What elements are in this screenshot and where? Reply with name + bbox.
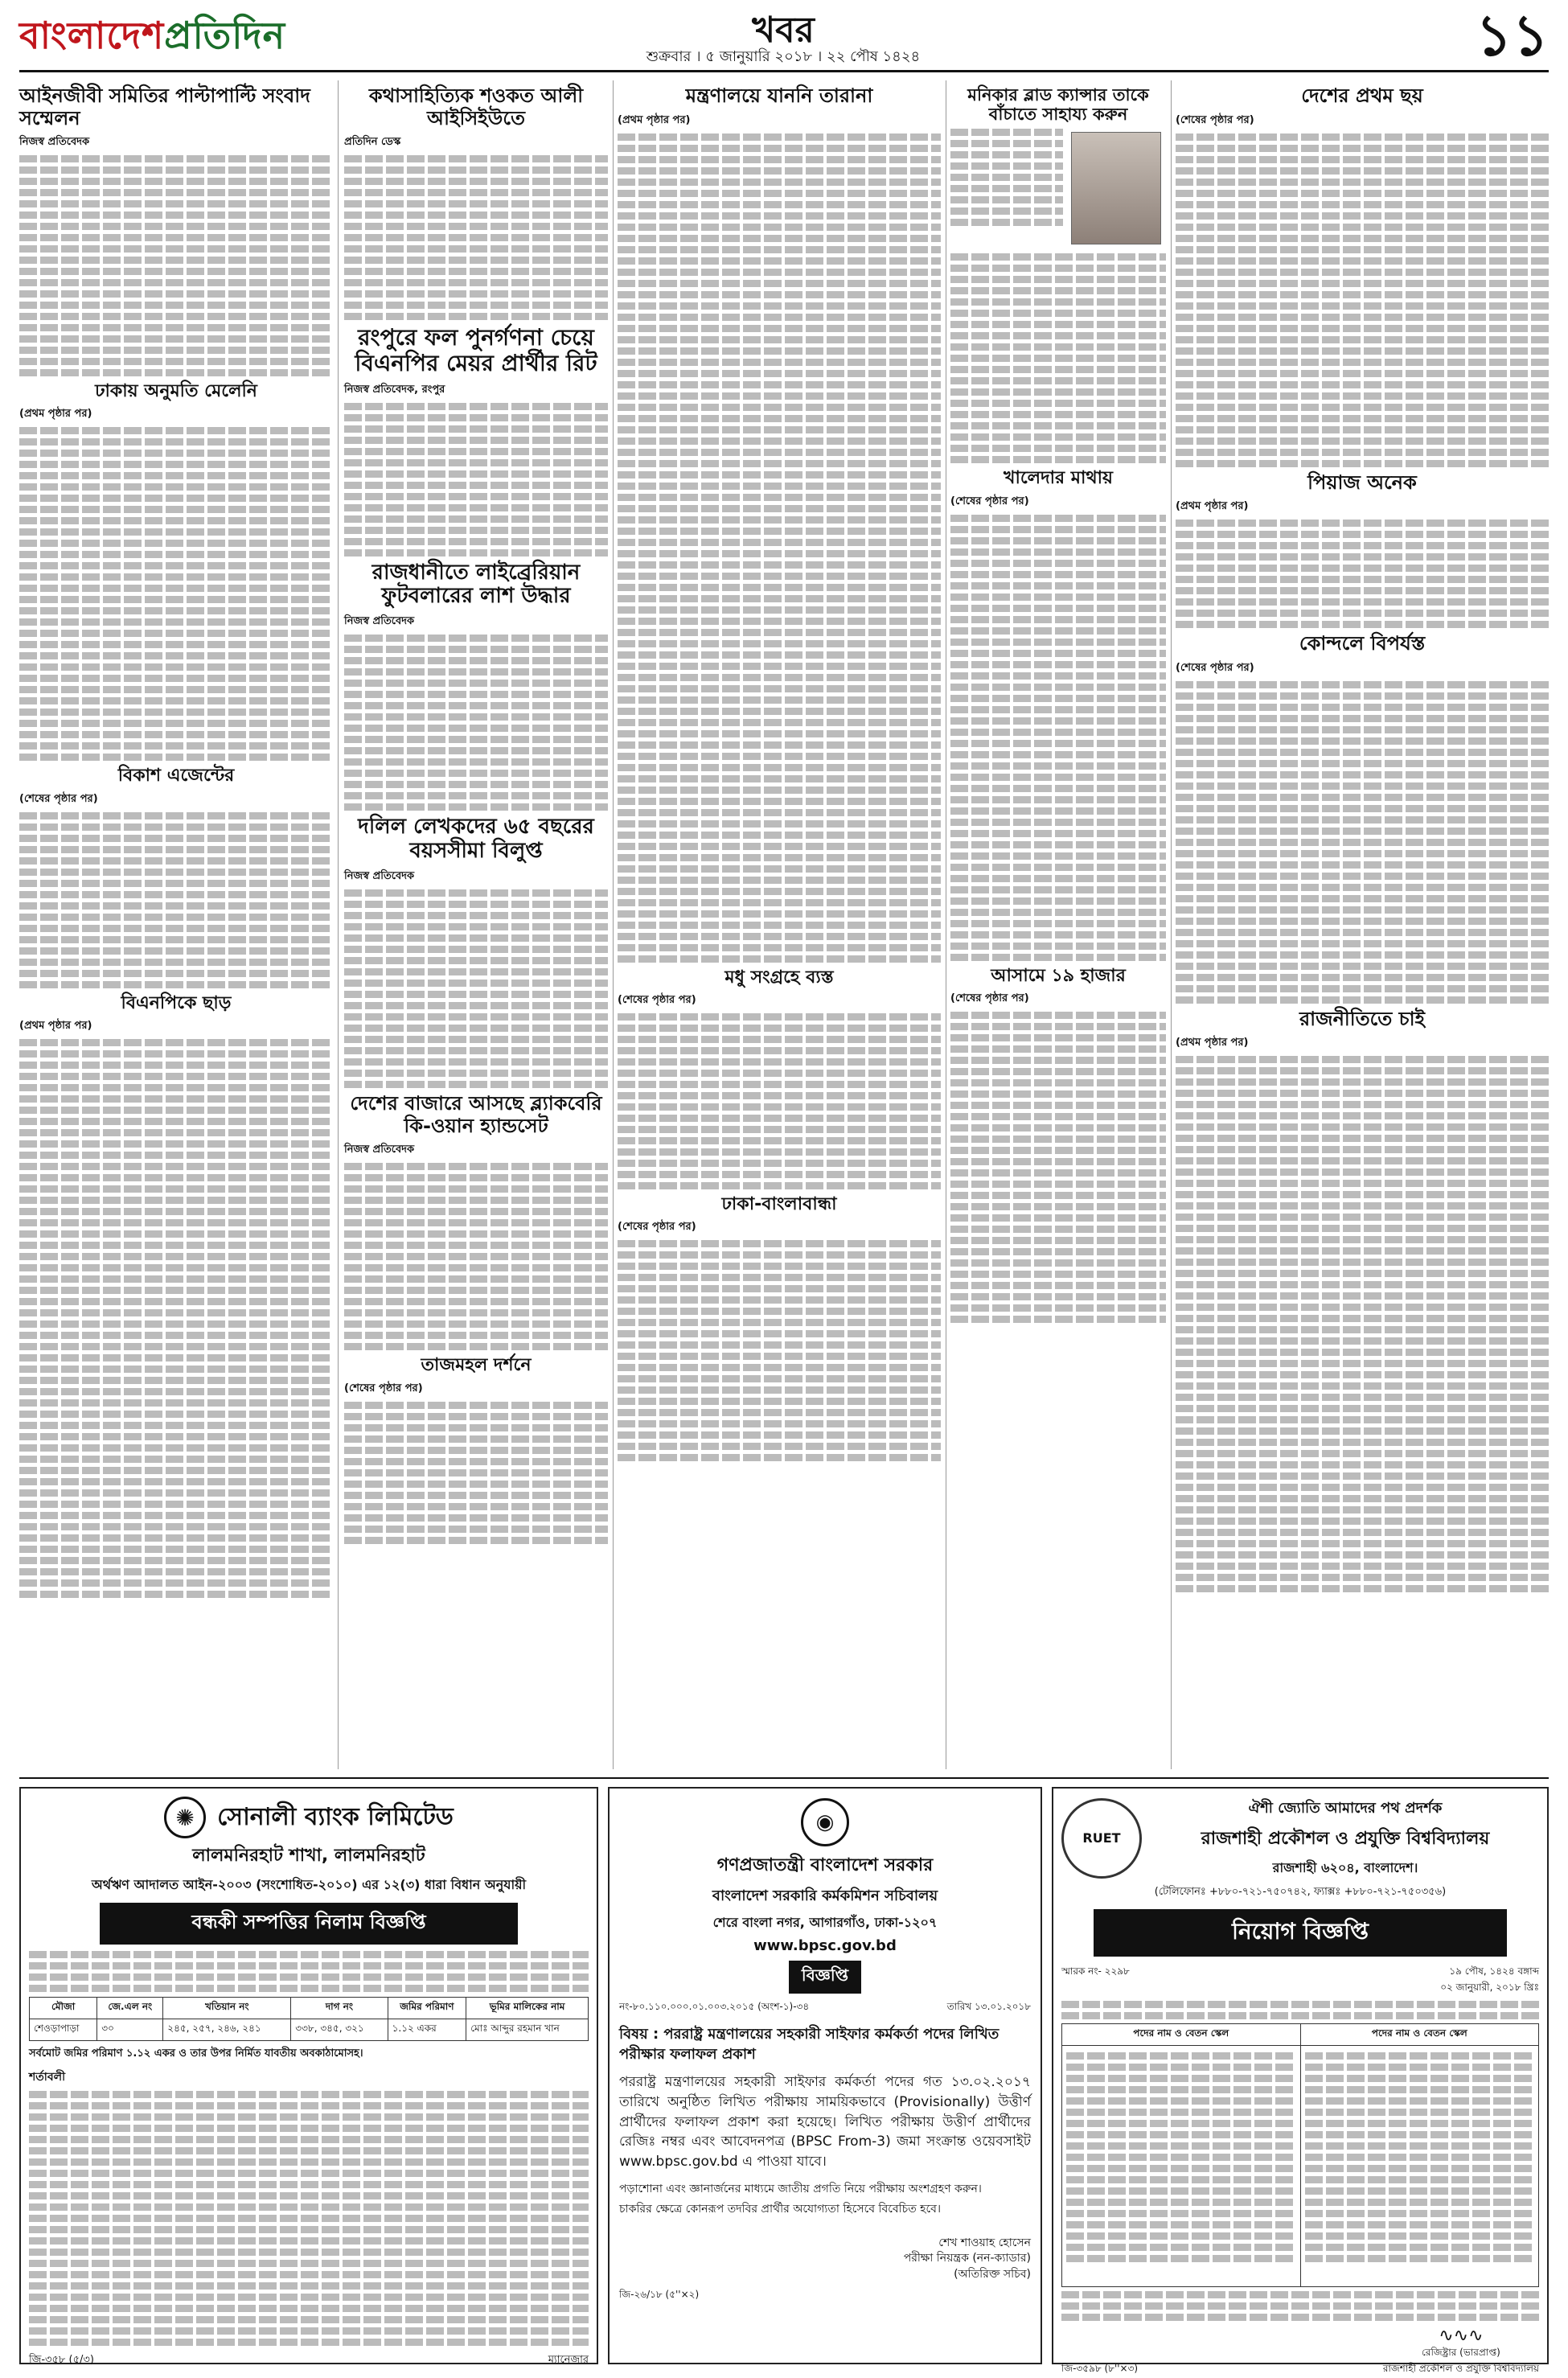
table-row: শেওড়াপাড়া ৩০ ২৪৫, ২৫৭, ২৪৬, ২৪১ ৩৩৮, ৩৪৫, ৩২১ ১.১২ একর মোঃ আব্দুর রহমান খান: [30, 2019, 589, 2041]
column-rule: [1171, 80, 1172, 1769]
ad-code: জি-২৬/১৮ (৫''×২): [619, 2288, 700, 2300]
law-reference: অর্থঋণ আদালত আইন-২০০৩ (সংশোধিত-২০১০) এর ১২(৩) ধারা বিধান অনুযায়ী: [91, 1877, 527, 1892]
headline[interactable]: ঢাকা-বাংলাবান্ধা: [721, 1193, 837, 1214]
article-body: [618, 1240, 941, 1461]
article-body: [19, 1039, 333, 1598]
logo-part-2: প্রতিদিন: [164, 14, 286, 57]
university-city: রাজশাহী ৬২০৪, বাংলাদেশ।: [1272, 1860, 1418, 1875]
byline: নিজস্ব প্রতিবেদক, রংপুর: [344, 383, 445, 396]
article-body: [344, 155, 608, 320]
date-english: ০২ জানুয়ারী, ২০১৮ খ্রিঃ: [1440, 1982, 1539, 1993]
signature-title: ম্যানেজার: [548, 2354, 589, 2366]
signature-block: ∿∿∿ রেজিষ্ট্রার (ভারপ্রাপ্ত) রাজশাহী প্রকৌশল ও প্রযুক্তি বিশ্ববিদ্যালয়: [1382, 2326, 1539, 2374]
auction-notice-title: বন্ধকী সম্পত্তির নিলাম বিজ্ঞপ্তি: [100, 1903, 518, 1945]
headline[interactable]: খালেদার মাথায়: [1004, 468, 1113, 489]
article-body: [344, 403, 608, 557]
dateline: শুক্রবার । ৫ জানুয়ারি ২০১৮ । ২২ পৌষ ১৪২৪: [646, 48, 921, 65]
notice-label: বিজ্ঞপ্তি: [789, 1961, 861, 1994]
ad-code: জি-৩৫৮ (৫/৩): [29, 2354, 94, 2366]
headline[interactable]: রাজনীতিতে চাই: [1299, 1007, 1426, 1030]
byline: (প্রথম পৃষ্ঠার পর): [618, 113, 691, 126]
note-2: চাকরির ক্ষেত্রে কোনরূপ তদবির প্রার্থীর অযোগ্যতা হিসেবে বিবেচিত হবে।: [619, 2203, 941, 2216]
headline[interactable]: ঢাকায় অনুমতি মেলেনি: [95, 381, 257, 402]
byline: (শেষের পৃষ্ঠার পর): [19, 792, 98, 805]
headline[interactable]: তাজমহল দর্শনে: [421, 1355, 532, 1376]
byline: (প্রথম পৃষ্ঠার পর): [19, 1020, 92, 1033]
branch-name: লালমনিরহাট শাখা, লালমনিরহাট: [192, 1846, 425, 1866]
subject: বিষয় : পররাষ্ট্র মন্ত্রণালয়ের সহকারী সাইফার কর্মকর্তা পদের লিখিত পরীক্ষার ফলাফল প্রকাশ: [619, 2026, 999, 2064]
article-body: [344, 1402, 608, 1544]
article-body: [19, 427, 333, 761]
note-1: পড়াশোনা এবং জ্ঞানার্জনের মাধ্যমে জাতীয় প্রগতি নিয়ে পরীক্ষায় অংশগ্রহণ করুন।: [619, 2182, 982, 2195]
ads-divider: [19, 1777, 1549, 1779]
portrait-photo: [1071, 132, 1161, 244]
conditions-heading: শর্তাবলী: [29, 2071, 66, 2084]
signature-scribble: ∿∿∿: [1439, 2326, 1484, 2346]
website-link[interactable]: www.bpsc.gov.bd: [753, 1937, 897, 1954]
page-number: ১১: [1476, 2, 1549, 68]
headline[interactable]: মধু সংগ্রহে ব্যস্ত: [724, 967, 834, 988]
article-body: [950, 1012, 1166, 1323]
article-body: [19, 812, 333, 988]
motto: ঐশী জ্যোতি আমাদের পথ প্রদর্শক: [1248, 1800, 1443, 1817]
byline: (শেষের পৃষ্ঠার পর): [618, 1221, 696, 1234]
article-body: [950, 515, 1166, 961]
column-3: [618, 80, 941, 1769]
article-body: [1176, 1056, 1549, 1592]
article-body: [618, 1013, 941, 1189]
sonali-bank-ad: [19, 1787, 598, 2364]
article-body: [950, 253, 1166, 463]
column-4: [950, 80, 1166, 1769]
article-body: [344, 889, 608, 1088]
headline[interactable]: রাজধানীতে লাইব্রেরিয়ান ফুটবলারের লাশ উদ্ধার: [371, 560, 581, 609]
date-bangla: ১৯ পৌষ, ১৪২৪ বঙ্গাব্দ: [1449, 1965, 1539, 1977]
property-table: মৌজা জে.এল নং খতিয়ান নং দাগ নং জমির পরিমাণ ভূমির মালিকের নাম শেওড়াপাড়া ৩০ ২৪৫, ২৫৭, ২৪৬, ২৪১ ৩৩৮, ৩৪৫, ৩২১ ১.১২ একর মোঃ আব্দুর রহমান খান: [29, 1997, 589, 2041]
sun-logo-icon: ✺: [164, 1797, 206, 1838]
byline: (প্রথম পৃষ্ঠার পর): [19, 408, 92, 421]
byline: (শেষের পৃষ্ঠার পর): [1176, 113, 1254, 126]
ruet-logo: RUET: [1061, 1798, 1142, 1879]
masthead: [19, 0, 1549, 72]
byline: (শেষের পৃষ্ঠার পর): [950, 495, 1029, 507]
headline[interactable]: রংপুরে ফল পুনর্গণনা চেয়ে বিএনপির মেয়র প্রার্থীর রিট: [355, 324, 597, 377]
signer-title: পরীক্ষা নিয়ন্ত্রক (নন-ক্যাডার): [903, 2252, 1031, 2265]
office-address: শেরে বাংলা নগর, আগারগাঁও, ঢাকা-১২০৭: [712, 1915, 938, 1930]
positions-table: পদের নাম ও বেতন স্কেল পদের নাম ও বেতন স্কেল: [1061, 2023, 1539, 2287]
article-body: [618, 133, 941, 963]
table-row: [1062, 2046, 1539, 2287]
appeal-block: [950, 129, 1166, 249]
byline: প্রতিদিন ডেস্ক: [344, 136, 401, 149]
byline: (শেষের পৃষ্ঠার পর): [618, 993, 696, 1006]
signer-role: (অতিরিক্ত সচিব): [954, 2267, 1031, 2281]
byline: (প্রথম পৃষ্ঠার পর): [1176, 1037, 1249, 1049]
headline[interactable]: কথাসাহিত্যিক শওকত আলী আইসিইউতে: [368, 84, 584, 129]
article-body: [19, 155, 333, 376]
notice-body: পররাষ্ট্র মন্ত্রণালয়ের সহকারী সাইফার কর্মকর্তা পদের গত ১৩.০২.২০১৭ তারিখে অনুষ্ঠিত লিখিত পরীক্ষায় সাময়িকভাবে (Provisionally) উত্তীর্ণ প্রার্থীদের ফলাফল প্রকাশ করা হয়েছে। লিখিত পরীক্ষায় উত্তীর্ণ প্রার্থীদের রেজিঃ নম্বর এবং আবেদনপত্র (BPSC From-3) জমা সংক্রান্ত ওয়েবসাইট www.bpsc.gov.bd এ পাওয়া যাবে।: [619, 2074, 1031, 2170]
column-rule: [338, 80, 339, 1769]
byline: নিজস্ব প্রতিবেদক: [19, 136, 90, 149]
headline[interactable]: মন্ত্রণালয়ে যাননি তারানা: [685, 84, 873, 107]
university-name: রাজশাহী প্রকৌশল ও প্রযুক্তি বিশ্ববিদ্যালয়: [1201, 1829, 1490, 1849]
headline[interactable]: আসামে ১৯ হাজার: [991, 965, 1126, 986]
byline: (প্রথম পৃষ্ঠার পর): [1176, 500, 1249, 513]
government-name: গণপ্রজাতন্ত্রী বাংলাদেশ সরকার: [716, 1855, 934, 1875]
headline[interactable]: মনিকার ব্লাড ক্যান্সার তাকে বাঁচাতে সাহায্য করুন: [967, 85, 1149, 125]
ruet-ad: [1052, 1787, 1549, 2374]
article-body: [1176, 681, 1549, 1004]
ad-code: জি-৩৫৯৮ (৮''×৩): [1061, 2363, 1139, 2374]
headline[interactable]: দলিল লেখকদের ৬৫ বছরের বয়সসীমা বিলুপ্ত: [358, 815, 594, 864]
byline: নিজস্ব প্রতিবেদক: [344, 870, 415, 883]
byline: (শেষের পৃষ্ঠার পর): [950, 992, 1029, 1004]
office-name: বাংলাদেশ সরকারি কর্মকমিশন সচিবালয়: [712, 1887, 938, 1904]
byline: নিজস্ব প্রতিবেদক: [344, 1144, 415, 1156]
headline[interactable]: বিএনপিকে ছাড়: [121, 992, 232, 1013]
byline: (শেষের পৃষ্ঠার পর): [1176, 661, 1254, 674]
government-seal-icon: ◉: [801, 1798, 849, 1846]
memo-number: স্মারক নং- ২২৯৮: [1061, 1965, 1130, 1977]
section-title: খবর: [752, 10, 815, 51]
column-5: [1176, 80, 1549, 1769]
headline[interactable]: দেশের বাজারে আসছে ব্ল্যাকবেরি কি-ওয়ান হ্যান্ডসেট: [350, 1092, 602, 1137]
column-2: [344, 80, 608, 1769]
headline[interactable]: বিকাশ এজেন্টের: [117, 766, 235, 787]
column-1: [19, 80, 333, 1769]
reference-number: নং-৮০.১১০.০০০.০১.০০৩.২০১৫ (অংশ-১)-৩৪: [619, 2001, 810, 2012]
byline: নিজস্ব প্রতিবেদক: [344, 615, 415, 628]
contact-info: (টেলিফোনঃ +৮৮০-৭২১-৭৫০৭৪২, ফ্যাক্সঃ +৮৮০-৭২১-৭৫০৩৫৬): [1154, 1886, 1447, 1898]
reference-date: তারিখ ১৩.০১.২০১৮: [946, 2001, 1031, 2012]
signature-block: [619, 2236, 1031, 2283]
article-body: [1176, 520, 1549, 628]
recruitment-notice-title: নিয়োগ বিজ্ঞপ্তি: [1094, 1909, 1507, 1957]
signer-name: শেখ শাওয়াহ হোসেন: [938, 2236, 1031, 2249]
headline[interactable]: পিয়াজ অনেক: [1307, 470, 1417, 494]
article-body: [344, 1163, 608, 1350]
total-land: সর্বমোট জমির পরিমাণ ১.১২ একর ও তার উপর নির্মিত যাবতীয় অবকাঠামোসহ।: [29, 2047, 363, 2060]
bpsc-ad: [608, 1787, 1042, 2364]
byline: (শেষের পৃষ্ঠার পর): [344, 1382, 423, 1394]
article-body: [344, 635, 608, 811]
headline[interactable]: দেশের প্রথম ছয়: [1301, 84, 1423, 107]
column-rule: [613, 80, 614, 1769]
logo-part-1: বাংলাদেশ: [19, 14, 165, 57]
newspaper-logo[interactable]: [19, 8, 285, 69]
bank-name: সোনালী ব্যাংক লিমিটেড: [217, 1802, 454, 1831]
headline[interactable]: আইনজীবী সমিতির পাল্টাপাল্টি সংবাদ সম্মেলন: [19, 84, 310, 129]
headline[interactable]: কোন্দলে বিপর্যস্ত: [1299, 632, 1426, 655]
article-body: [1176, 133, 1549, 467]
